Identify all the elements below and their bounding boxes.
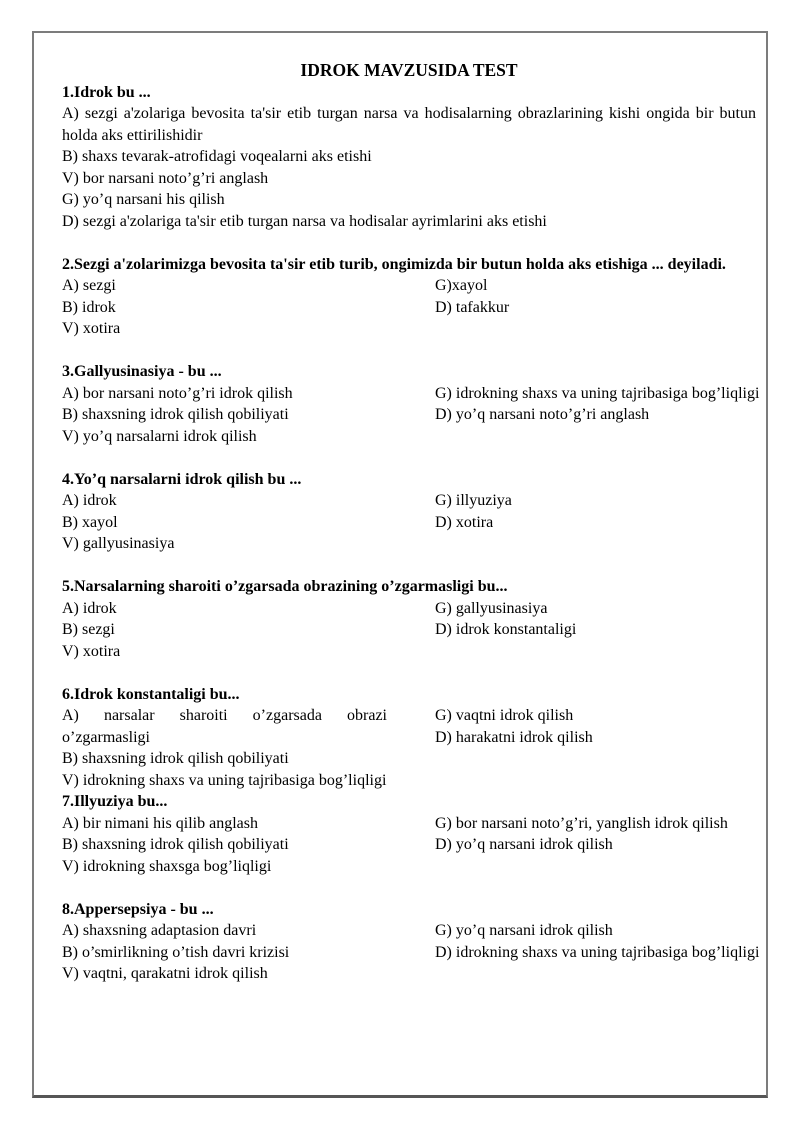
answer-option-text: B) xayol bbox=[62, 513, 118, 531]
answer-option-text: V) vaqtni, qarakatni idrok qilish bbox=[62, 965, 268, 982]
question-text: 1.Idrok bu ... bbox=[62, 83, 151, 101]
answer-option-text: D) yo’q narsani noto’g’ri anglash bbox=[435, 406, 650, 423]
answer-option-text: A) bir nimani his qilib anglash bbox=[62, 814, 258, 832]
answer-option-text: B) shaxsning idrok qilish qobiliyati bbox=[62, 836, 289, 853]
answer-option-text: B) shaxsning idrok qilish qobiliyati bbox=[62, 406, 289, 423]
answer-columns bbox=[62, 598, 756, 663]
answer-option-text: B) o’smirlikning o’tish davri krizisi bbox=[62, 943, 290, 961]
answer-option-text: B) shaxsning idrok qilish qobiliyati bbox=[62, 750, 289, 767]
questions-container bbox=[62, 82, 760, 985]
page-title: IDROK MAVZUSIDA TEST bbox=[300, 60, 518, 80]
question-text: 6.Idrok konstantaligi bu... bbox=[62, 685, 240, 703]
answer-option-text: D) harakatni idrok qilish bbox=[435, 728, 593, 746]
answer-column-right bbox=[435, 383, 760, 426]
question-block bbox=[62, 576, 756, 662]
question-block bbox=[62, 82, 756, 233]
answer-option-text: B) shaxs tevarak-atrofidagi voqealarni aks etishi bbox=[62, 148, 372, 165]
answer-option-text: V) bor narsani noto’g’ri anglash bbox=[62, 169, 269, 187]
answer-column-right bbox=[435, 598, 760, 641]
answer-option-text: G) yo’q narsani his qilish bbox=[62, 191, 225, 208]
answer-option-text: D) yo’q narsani idrok qilish bbox=[435, 836, 613, 853]
answer-option-text: A) shaxsning adaptasion davri bbox=[62, 922, 257, 939]
question-block bbox=[62, 469, 756, 555]
answer-option-text: B) idrok bbox=[62, 298, 116, 316]
answer-option-text: G) idrokning shaxs va uning tajribasiga bog’liqligi bbox=[435, 384, 760, 402]
answer-option-text: V) xotira bbox=[62, 320, 121, 337]
answer-column-right bbox=[435, 490, 760, 533]
answer-columns bbox=[62, 275, 756, 340]
answer-column-right bbox=[435, 920, 760, 963]
answer-column-left bbox=[62, 598, 387, 663]
answer-option-text: V) yo’q narsalarni idrok qilish bbox=[62, 427, 257, 445]
answer-option-text: D) xotira bbox=[435, 513, 494, 531]
answer-option-text: G) yo’q narsani idrok qilish bbox=[435, 922, 613, 939]
question-block bbox=[62, 254, 756, 340]
answer-option-text: A) sezgi a'zolariga bevosita ta'sir etib turgan narsa va hodisalarning obrazlarining kishi ongida bir butun holda aks ettirilishidir bbox=[62, 105, 756, 144]
answer-option-text: V) idrokning shaxsga bog’liqligi bbox=[62, 857, 272, 875]
answer-column-left bbox=[62, 275, 387, 340]
question-block bbox=[62, 684, 756, 792]
question-text: 7.Illyuziya bu... bbox=[62, 793, 168, 810]
answer-column-left bbox=[62, 490, 387, 555]
answer-option-text: V) idrokning shaxs va uning tajribasiga bog’liqligi bbox=[62, 771, 387, 789]
answer-column-right bbox=[435, 275, 760, 318]
answer-option-text: A) narsalar sharoiti o’zgarsada obrazi o’zgarmasligi bbox=[62, 707, 387, 746]
answer-columns bbox=[62, 490, 756, 555]
answer-option-text: V) gallyusinasiya bbox=[62, 535, 175, 552]
answer-column-left bbox=[62, 813, 387, 878]
answer-option-text: D) idrokning shaxs va uning tajribasiga bog’liqligi bbox=[435, 943, 760, 961]
test-document-page bbox=[32, 31, 768, 1098]
question-text: 5.Narsalarning sharoiti o’zgarsada obrazining o’zgarmasligi bu... bbox=[62, 578, 508, 595]
answer-option-text: G) bor narsani noto’g’ri, yanglish idrok qilish bbox=[435, 814, 728, 832]
question-text: 3.Gallyusinasiya - bu ... bbox=[62, 363, 222, 380]
answer-option-text: G) illyuziya bbox=[435, 492, 512, 509]
answer-option-text: V) xotira bbox=[62, 642, 121, 660]
answer-option-text: A) idrok bbox=[62, 492, 117, 509]
answer-column-left bbox=[62, 705, 387, 791]
answer-option-text: G) gallyusinasiya bbox=[435, 599, 548, 617]
answer-column-left bbox=[62, 920, 387, 985]
question-text: 2.Sezgi a'zolarimizga bevosita ta'sir etib turib, ongimizda bir butun holda aks etishiga ... deyiladi. bbox=[62, 255, 726, 273]
answer-option-text: B) sezgi bbox=[62, 621, 115, 638]
answer-option-text: A) sezgi bbox=[62, 277, 116, 294]
answer-columns bbox=[62, 920, 760, 985]
answer-column-left bbox=[62, 383, 387, 448]
answer-option-text: G)xayol bbox=[435, 277, 488, 294]
question-text: 4.Yo’q narsalarni idrok qilish bu ... bbox=[62, 470, 302, 488]
question-text: 8.Appersepsiya - bu ... bbox=[62, 900, 214, 918]
answer-option-text: A) idrok bbox=[62, 599, 117, 617]
answer-column-right bbox=[435, 813, 760, 856]
answer-option-text: D) tafakkur bbox=[435, 298, 510, 316]
answer-columns bbox=[62, 383, 760, 448]
answer-option-text: G) vaqtni idrok qilish bbox=[435, 707, 574, 724]
question-block bbox=[62, 361, 760, 447]
answer-option-text: A) bor narsani noto’g’ri idrok qilish bbox=[62, 384, 293, 402]
answer-column-right bbox=[435, 705, 760, 748]
answer-option-text: D) idrok konstantaligi bbox=[435, 621, 577, 638]
answer-columns bbox=[62, 813, 756, 878]
question-block bbox=[62, 899, 760, 985]
answer-columns bbox=[62, 705, 756, 791]
question-block bbox=[62, 791, 756, 877]
answer-option-text: D) sezgi a'zolariga ta'sir etib turgan narsa va hodisalar ayrimlarini aks etishi bbox=[62, 212, 547, 230]
